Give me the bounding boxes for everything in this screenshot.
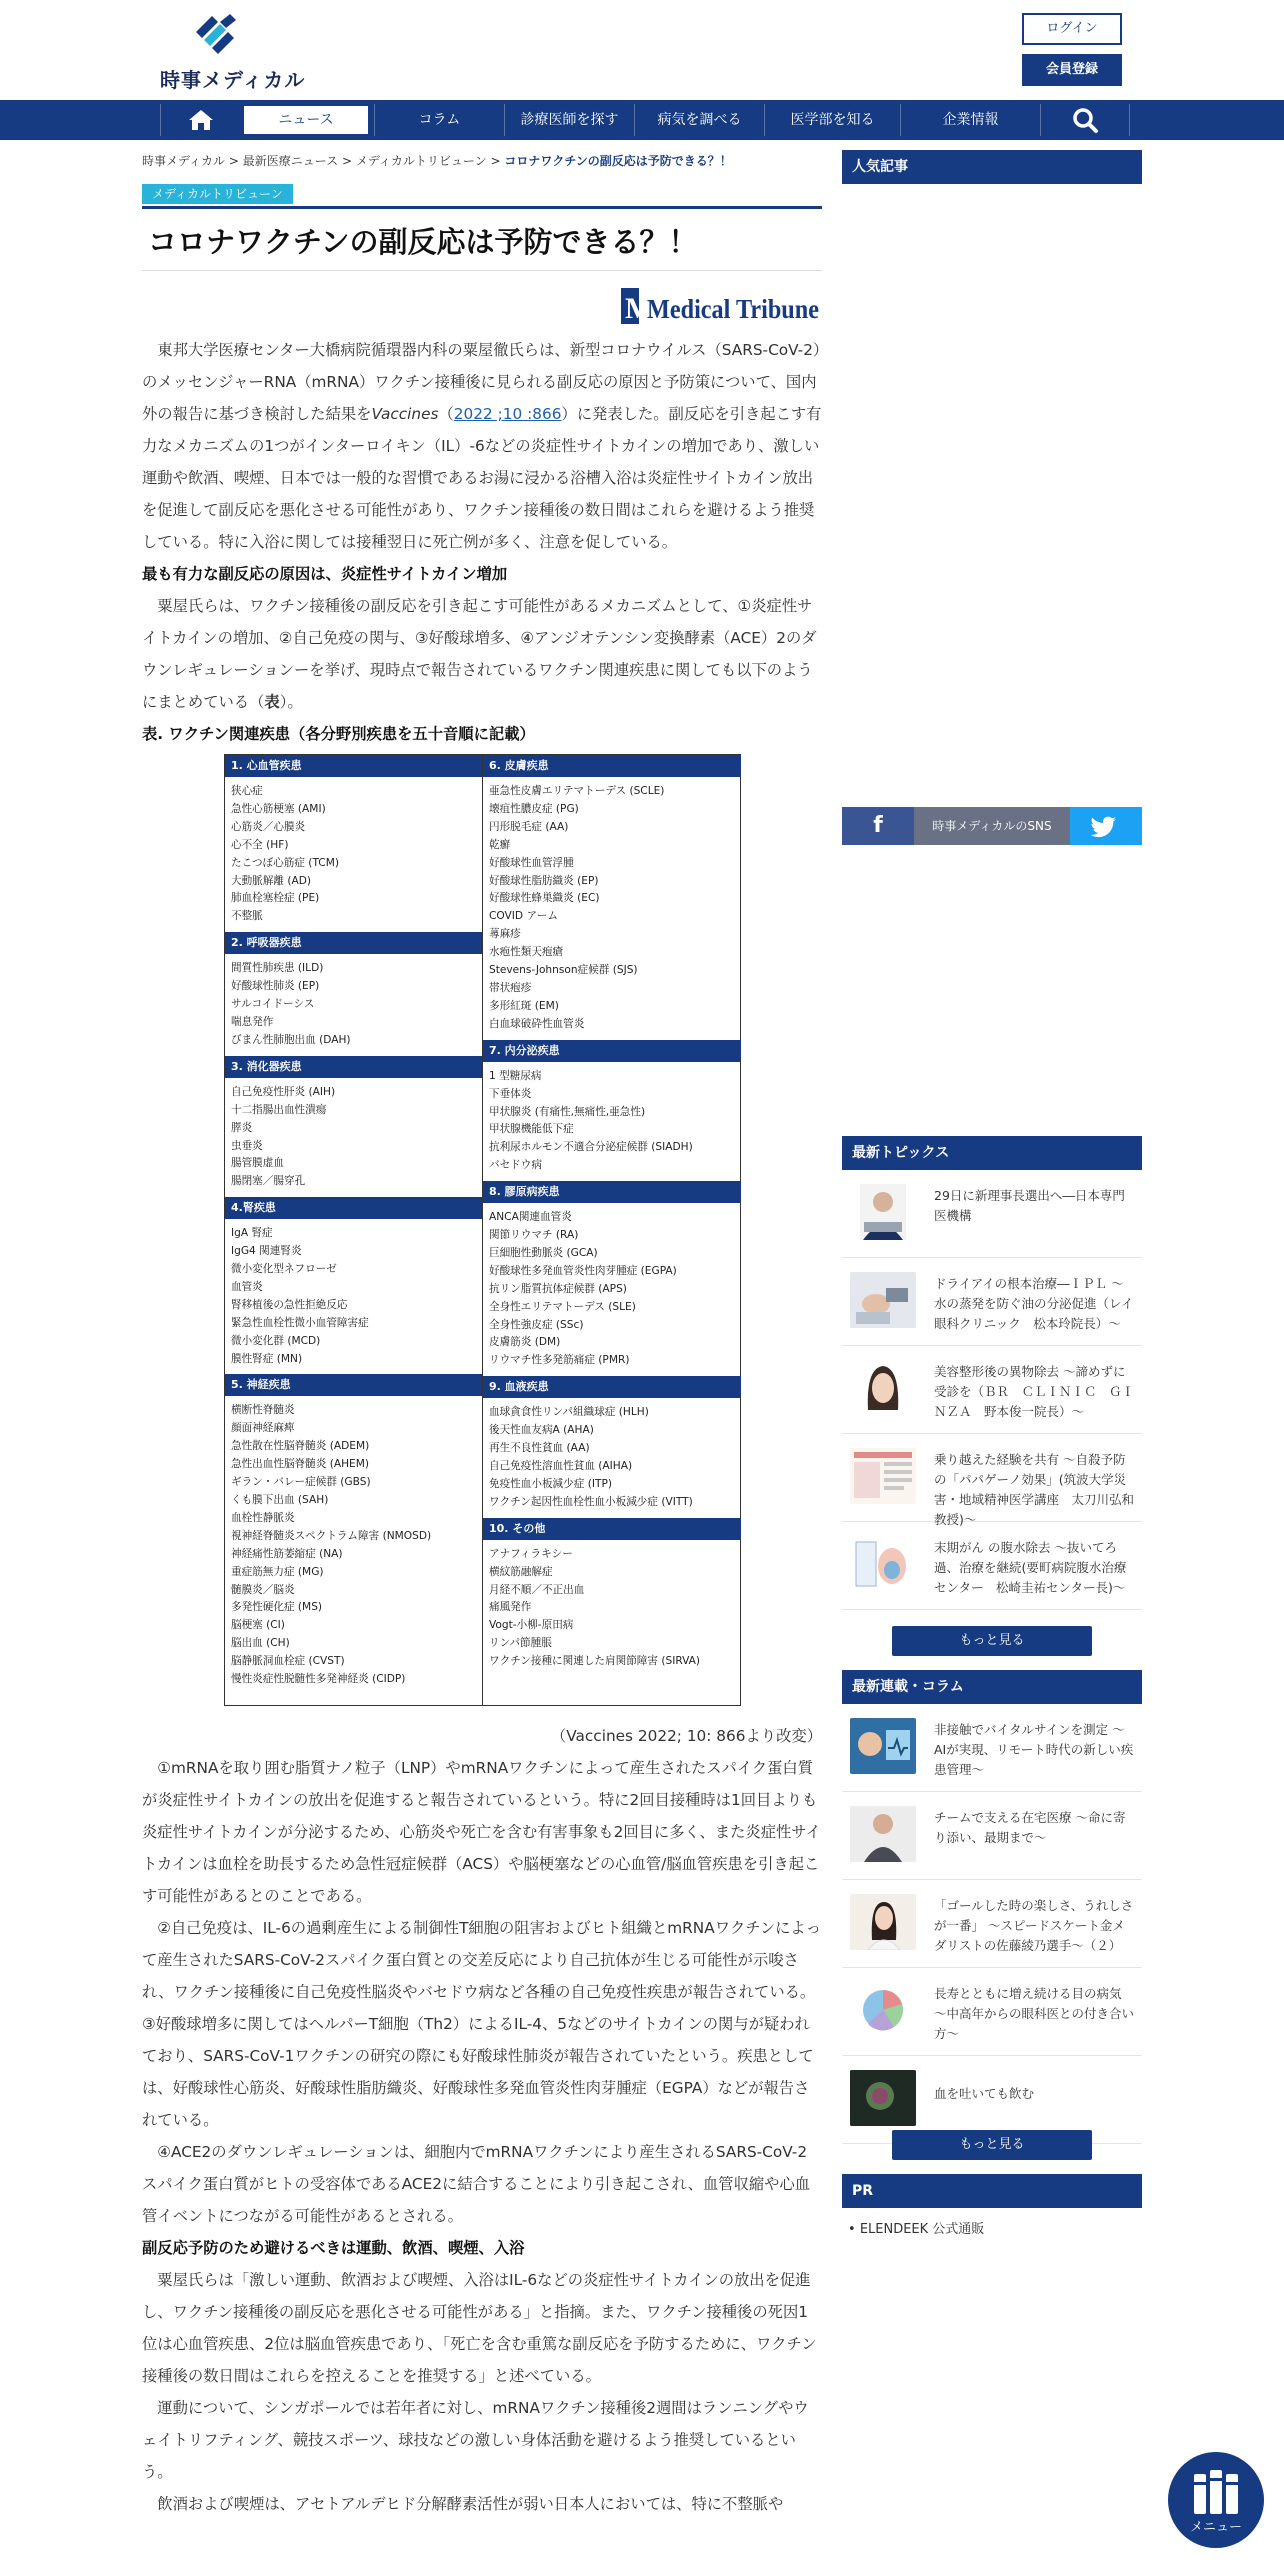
disease-item: 急性心筋梗塞 (AMI)	[231, 802, 326, 815]
nav-find-doctor[interactable]: 診療医師を探す	[504, 104, 634, 136]
disease-category-header: 8. 膠原病疾患	[483, 1181, 741, 1203]
disease-item: 神経痛性筋萎縮症 (NA)	[231, 1547, 343, 1560]
books-icon	[1168, 2456, 1264, 2520]
twitter-link[interactable]	[1070, 807, 1142, 845]
disease-item: Stevens-Johnson症候群 (SJS)	[489, 964, 638, 977]
breadcrumb-tribune[interactable]: メディカルトリビューン	[355, 154, 487, 168]
doctor-photo-icon	[850, 1806, 916, 1862]
disease-item: 急性出血性脳脊髄炎 (AHEM)	[231, 1458, 370, 1471]
article-paragraph: ②自己免疫は、IL-6の過剰産生による制御性T細胞の阻害およびヒト組織とmRNAワクチンによって産生されたSARS-CoV-2スパイク蛋白質との交差反応により自己抗体が生じる可能性が示唆され、ワクチン接種後に自己免疫性脳炎やバセドウ病など各種の自己免疫性疾患が報告されている。	[142, 1919, 822, 2001]
column-title: 非接触でバイタルサインを測定 ～AIが実現、リモート時代の新しい疾患管理～	[934, 1722, 1134, 1777]
disease-item: 血球貪食性リンパ組織球症 (HLH)	[489, 1406, 649, 1419]
disease-item: 帯状疱疹	[489, 981, 532, 994]
disease-item: くも膜下出血 (SAH)	[231, 1494, 329, 1506]
category-badge[interactable]: メディカルトリビューン	[142, 184, 293, 204]
breadcrumb-sep: >	[486, 154, 505, 168]
column-thumbnail	[850, 1718, 916, 1774]
columns-more-button[interactable]: もっと見る	[892, 2130, 1092, 2160]
disease-item: 抗リン脂質抗体症候群 (APS)	[489, 1282, 627, 1295]
disease-item: 狭心症	[231, 785, 263, 797]
disease-table-left-column	[225, 755, 483, 1705]
disease-category-header: 1. 心血管疾患	[225, 755, 482, 777]
topic-title: 乗り越えた経験を共有 ～自殺予防の「パパゲーノ効果」(筑波大学災害・地域精神医学講座 太刀川弘和教授)～	[934, 1452, 1135, 1527]
disease-item: 免疫性血小板減少症 (ITP)	[489, 1477, 612, 1490]
disease-item: 蕁麻疹	[489, 928, 521, 941]
disease-category-list	[483, 1062, 741, 1181]
medical-diagram-icon	[850, 1536, 916, 1592]
facebook-link[interactable]	[842, 807, 914, 845]
disease-item: Vogt-小柳-原田病	[489, 1619, 574, 1632]
pr-item[interactable]: • ELENDEEK 公式通販	[848, 2222, 985, 2237]
article-paragraph: 運動について、シンガポールでは若年者に対し、mRNAワクチン接種後2週間はランニングやウェイトリフティング、競技スポーツ、球技などの激しい身体活動を避けるよう推奨しているという。	[142, 2399, 809, 2481]
disease-item: 横紋筋融解症	[489, 1565, 553, 1578]
disease-item: 月経不順／不正出血	[489, 1583, 585, 1596]
section-heading: 最も有力な副反応の原因は、炎症性サイトカイン増加	[142, 565, 508, 583]
title-divider	[142, 270, 822, 271]
disease-item: 肺血栓塞栓症 (PE)	[231, 892, 320, 905]
disease-item: IgG4 関連腎炎	[231, 1245, 302, 1258]
column-title: 「ゴールした時の楽しさ、うれしさが一番」 ～スピードスケート金メダリストの佐藤綾乃選手～（２）	[934, 1898, 1134, 1953]
topic-title: 29日に新理事長選出へ―日本専門医機構	[934, 1188, 1125, 1223]
disease-item: 好酸球性脂肪織炎 (EP)	[489, 874, 599, 887]
disease-item: 自己免疫性肝炎 (AIH)	[231, 1085, 336, 1098]
nav-company[interactable]: 企業情報	[900, 104, 1040, 136]
twitter-icon	[1070, 807, 1142, 845]
disease-item: 壊疽性膿皮症 (PG)	[489, 802, 579, 815]
column-thumbnail	[850, 1806, 916, 1862]
disease-item: びまん性肺胞出血 (DAH)	[231, 1033, 351, 1046]
topic-item[interactable]	[842, 1434, 1142, 1527]
disease-item: 脳出血 (CH)	[231, 1637, 290, 1650]
article-paragraph: 粟屋氏らは、ワクチン接種後の副反応を引き起こす可能性があるメカニズムとして、①炎症性サイトカインの増加、②自己免疫の関与、③好酸球増多、④アンジオテンシン変換酵素（ACE）2のダウンレギュレーションーを挙げ、現時点で報告されているワクチン関連疾患に関しても以下のようにまとめている（表）。	[142, 597, 817, 711]
disease-item: 血栓性静脈炎	[231, 1511, 295, 1524]
sns-label: 時事メディカルのSNS	[914, 807, 1070, 845]
topic-title: 美容整形後の異物除去 ～諦めずに受診を（ＢＲ ＣＬＩＮＩＣ ＧＩＮＺＡ 野本俊一院長）～	[934, 1364, 1135, 1419]
column-thumbnail	[850, 1982, 916, 2038]
disease-category-list	[225, 777, 482, 932]
disease-item: 好酸球性肺炎 (EP)	[231, 980, 320, 993]
disease-item: ギラン・バレー症候群 (GBS)	[231, 1476, 371, 1489]
face-illustration-icon	[850, 1360, 916, 1416]
disease-item: 好酸球性蜂巣織炎 (EC)	[489, 892, 600, 905]
disease-item: 心筋炎／心膜炎	[231, 820, 306, 833]
disease-item: ワクチン接種に関連した肩関節障害 (SIRVA)	[489, 1655, 701, 1668]
column-item[interactable]	[842, 1880, 1142, 1968]
main-nav	[0, 100, 1284, 140]
disease-item: 白血球破砕性血管炎	[489, 1017, 585, 1030]
disease-item: 脳静脈洞血栓症 (CVST)	[231, 1655, 345, 1668]
column-thumbnail	[850, 2070, 916, 2126]
nav-search[interactable]	[1040, 104, 1130, 136]
logo-text: 時事メディカル	[160, 68, 306, 92]
disease-item: 甲状腺炎 (有痛性,無痛性,亜急性)	[489, 1105, 646, 1118]
disease-table	[224, 754, 741, 1706]
disease-item: 水疱性類天疱瘡	[489, 946, 564, 959]
disease-category-list	[483, 1398, 741, 1517]
disease-category-header: 2. 呼吸器疾患	[225, 932, 482, 954]
disease-item: アナフィラキシー	[489, 1547, 573, 1560]
disease-category-header: 7. 内分泌疾患	[483, 1040, 741, 1062]
disease-item: リウマチ性多発筋痛症 (PMR)	[489, 1354, 630, 1367]
disease-category-list	[483, 1203, 741, 1376]
disease-item: 好酸球性血管浮腫	[489, 856, 574, 869]
disease-item: 血管炎	[231, 1280, 263, 1293]
disease-item: 微小変化群 (MCD)	[231, 1334, 321, 1347]
disease-item: たこつぼ心筋症 (TCM)	[231, 856, 339, 869]
breadcrumb	[142, 152, 732, 169]
disease-item: 円形脱毛症 (AA)	[489, 820, 569, 833]
article-paragraph: ④ACE2のダウンレギュレーションは、細胞内でmRNAワクチンにより産生されるSARS-CoV-2スパイク蛋白質がヒトの受容体であるACE2に結合することにより引き起こされ、血管収縮や心血管イベントにつながる可能性があるとされる。	[142, 2143, 811, 2225]
disease-category-header: 9. 血液疾患	[483, 1376, 741, 1398]
disease-item: 顔面神経麻痺	[231, 1422, 295, 1435]
disease-item: 全身性強皮症 (SSc)	[489, 1318, 584, 1331]
disease-category-list	[225, 954, 482, 1056]
disease-item: 亜急性皮膚エリテマトーデス (SCLE)	[489, 785, 665, 797]
disease-item: 巨細胞性動脈炎 (GCA)	[489, 1246, 598, 1259]
disease-item: 重症筋無力症 (MG)	[231, 1565, 324, 1578]
section-heading: 副反応予防のため避けるべきは運動、飲酒、喫煙、入浴	[142, 2239, 525, 2257]
breadcrumb-sep: >	[338, 154, 356, 168]
topic-title: 末期がん の腹水除去 ～抜いてろ過、治療を継続(要町病院腹水治療センター 松崎圭祐センター長)～	[934, 1540, 1127, 1595]
article-paragraph: ③好酸球増多に関してはヘルパーT細胞（Th2）によるIL-4、5などのサイトカインの関与が疑われており、SARS-CoV-1ワクチンの研究の際にも好酸球性肺炎が報告されていたという。疾患としては、好酸球性心筋炎、好酸球性脂肪織炎、好酸球性多発血管炎性肉芽腫症（EGPA）などが報告されている。	[142, 2015, 814, 2129]
disease-item: 皮膚筋炎 (DM)	[489, 1336, 561, 1349]
disease-item: バセドウ病	[489, 1159, 542, 1172]
nav-home[interactable]	[160, 104, 240, 136]
vital-sign-photo-icon	[850, 1718, 916, 1774]
disease-item: 甲状腺機能低下症	[489, 1123, 574, 1136]
disease-item: 緊急性血栓性微小血管障害症	[231, 1316, 369, 1329]
login-button[interactable]: ログイン	[1022, 13, 1122, 45]
topic-item[interactable]	[842, 1258, 1142, 1346]
column-title: チームで支える在宅医療 ～命に寄り添い、最期まで～	[934, 1810, 1126, 1845]
menu-label: メニュー	[1189, 2520, 1242, 2535]
disease-category-list	[483, 1540, 741, 1677]
latest-columns-header: 最新連載・コラム	[842, 1670, 1142, 1704]
article-body	[142, 334, 822, 2520]
topic-thumbnail	[850, 1272, 916, 1328]
search-icon	[1071, 106, 1099, 134]
column-item[interactable]	[842, 1704, 1142, 1792]
table-source: （Vaccines 2022; 10: 866より改変）	[550, 1727, 822, 1745]
article-paragraph: 飲酒および喫煙は、アセトアルデヒド分解酵素活性が弱い日本人においては、特に不整脈や	[157, 2495, 784, 2513]
site-header	[0, 0, 1284, 100]
breadcrumb-current: コロナワクチンの副反応は予防できる？！	[504, 154, 732, 168]
disease-category-header: 10. その他	[483, 1518, 741, 1540]
column-title: 血を吐いても飲む	[934, 2086, 1035, 2101]
disease-item: 腎移植後の急性拒絶反応	[231, 1298, 348, 1311]
breadcrumb-sep: >	[225, 154, 243, 168]
menu-button[interactable]	[1168, 2452, 1264, 2548]
column-item[interactable]	[842, 1792, 1142, 1880]
topic-thumbnail	[850, 1360, 916, 1416]
disease-item: 間質性肺疾患 (ILD)	[231, 962, 324, 975]
nav-medical-school[interactable]: 医学部を知る	[764, 104, 900, 136]
sns-bar	[842, 807, 1142, 845]
dark-photo-icon	[850, 2070, 916, 2126]
topic-thumbnail	[850, 1184, 916, 1240]
disease-item: IgA 腎症	[231, 1227, 273, 1240]
table-caption: 表. ワクチン関連疾患（各分野別疾患を五十音順に記載）	[142, 725, 535, 743]
disease-category-list	[483, 777, 741, 1040]
disease-item: 髄膜炎／脳炎	[231, 1583, 295, 1596]
journal-name: Vaccines	[371, 405, 439, 423]
topic-item[interactable]	[842, 1522, 1142, 1610]
disease-item: 喘息発作	[231, 1015, 274, 1028]
disease-item: 十二指腸出血性潰瘍	[231, 1103, 327, 1116]
disease-item: 膵炎	[231, 1121, 253, 1134]
topic-item[interactable]	[842, 1170, 1142, 1258]
disease-category-header: 5. 神経疾患	[225, 1374, 482, 1396]
topic-item[interactable]	[842, 1346, 1142, 1434]
breadcrumb-home[interactable]: 時事メディカル	[142, 154, 226, 168]
article-paragraph: ①mRNAを取り囲む脂質ナノ粒子（LNP）やmRNAワクチンによって産生されたスパイク蛋白質が炎症性サイトカインの放出を促進すると報告されているという。特に2回目接種時は1回目よりも炎症性サイトカインが分泌するため、心筋炎や死亡を含む有害事象も2回目に多く、また炎症性サイトカインは血栓を助長するため急性冠症候群（ACS）や脳梗塞などの心血管/脳血管疾患を引き起こす可能性があるとのことである。	[142, 1759, 821, 1905]
column-thumbnail	[850, 1894, 916, 1950]
article-paragraph: 東邦大学医療センター大橋病院循環器内科の粟屋徹氏らは、新型コロナウイルス（SARS-CoV-2）のメッセンジャーRNA（mRNA）ワクチン接種後に見られる副反応の原因と予防策について、国内外の報告に基づき検討した結果をVaccines（2022 ;10 :866）に発表した。副反応を引き起こす有力なメカニズムの1つがインターロイキン（IL）-6などの炎症性サイトカインの増加であり、激しい運動や飲酒、喫煙、日本では一般的な習慣であるお湯に浸かる浴槽入浴は炎症性サイトカイン放出を促進して副反応を悪化させる可能性があり、ワクチン接種後の数日間はこれらを避けるよう推奨している。特に入浴に関しては接種翌日に死亡例が多く、注意を促している。	[142, 341, 822, 551]
disease-item: 虫垂炎	[231, 1139, 263, 1152]
disease-item: 下垂体炎	[489, 1087, 532, 1100]
disease-item: 痛風発作	[489, 1601, 532, 1614]
citation-link[interactable]: 2022 ;10 :866	[453, 405, 562, 423]
disease-category-header: 6. 皮膚疾患	[483, 755, 741, 777]
disease-item: 腸閉塞／腸穿孔	[231, 1175, 306, 1188]
disease-item: ワクチン起因性血栓性血小板減少症 (VITT)	[489, 1495, 693, 1508]
topics-more-button[interactable]: もっと見る	[892, 1626, 1092, 1656]
disease-category-list	[225, 1078, 482, 1197]
disease-item: 多形紅斑 (EM)	[489, 999, 559, 1012]
register-button[interactable]: 会員登録	[1022, 54, 1122, 86]
disease-item: 視神経脊髄炎スペクトラム障害 (NMOSD)	[231, 1529, 432, 1542]
pie-chart-icon	[850, 1982, 916, 2038]
disease-item: 再生不良性貧血 (AA)	[489, 1442, 590, 1455]
nav-column[interactable]: コラム	[374, 104, 504, 136]
disease-item: サルコイドーシス	[231, 998, 315, 1011]
disease-category-list	[225, 1219, 482, 1374]
popular-articles-header: 人気記事	[842, 150, 1142, 184]
publisher-logo-text: Medical Tribune	[647, 294, 820, 324]
disease-item: 後天性血友病A (AHA)	[489, 1424, 594, 1437]
disease-item: 抗利尿ホルモン不適合分泌症候群 (SIADH)	[489, 1141, 693, 1154]
athlete-photo-icon	[850, 1894, 916, 1950]
pr-item-label: ELENDEEK 公式通販	[859, 2222, 985, 2237]
site-logo[interactable]	[160, 12, 306, 92]
latest-topics-header: 最新トピックス	[842, 1136, 1142, 1170]
topic-thumbnail	[850, 1448, 916, 1504]
logo-mark-icon	[192, 12, 240, 60]
pr-header: PR	[842, 2174, 1142, 2208]
treatment-photo-icon	[850, 1272, 916, 1328]
facebook-icon: f	[873, 813, 883, 838]
disease-item: 横断性脊髄炎	[231, 1404, 295, 1417]
person-photo-icon	[850, 1184, 916, 1240]
disease-item: 関節リウマチ (RA)	[489, 1229, 579, 1242]
svg-text:M: M	[625, 292, 654, 324]
disease-category-list	[225, 1396, 482, 1695]
disease-item: 心不全 (HF)	[231, 838, 289, 851]
disease-item: COVID アーム	[489, 910, 558, 923]
home-icon	[188, 108, 214, 132]
disease-item: 乾癬	[489, 838, 511, 851]
article-paragraph: 粟屋氏らは「激しい運動、飲酒および喫煙、入浴はIL-6などの炎症性サイトカインの放出を促進し、ワクチン接種後の副反応を悪化させる可能性がある」と指摘。また、ワクチン接種後の死因1位は心血管疾患、2位は脳血管疾患であり、「死亡を含む重篤な副反応を予防するために、ワクチン接種後の数日間はこれらを控えることを推奨する」と述べている。	[142, 2271, 817, 2385]
disease-item: 腸管膜虚血	[231, 1157, 284, 1170]
disease-item: 全身性エリテマトーデス (SLE)	[489, 1300, 636, 1313]
disease-item: 好酸球性多発血管炎性肉芽腫症 (EGPA)	[489, 1264, 677, 1277]
disease-item: 多発性硬化症 (MS)	[231, 1601, 323, 1614]
disease-item: 急性散在性脳脊髄炎 (ADEM)	[231, 1440, 370, 1453]
topic-title: ドライアイの根本治療―ＩＰＬ ～水の蒸発を防ぐ油の分泌促進（レイ眼科クリニック 松本玲院長）～	[934, 1276, 1134, 1331]
disease-item: 1 型糖尿病	[489, 1069, 542, 1082]
column-title: 長寿とともに増え続ける目の病気 ～中高年からの眼科医との付き合い方～	[934, 1986, 1135, 2041]
column-item[interactable]	[842, 1968, 1142, 2056]
disease-category-header: 3. 消化器疾患	[225, 1056, 482, 1078]
disease-item: ANCA関連血管炎	[489, 1211, 572, 1224]
medical-tribune-logo	[621, 288, 821, 324]
disease-item: 慢性炎症性脱髄性多発神経炎 (CIDP)	[231, 1673, 406, 1686]
title-rule	[142, 206, 822, 209]
article-title: コロナワクチンの副反応は予防できる？！	[148, 225, 698, 259]
disease-item: 自己免疫性溶血性貧血 (AIHA)	[489, 1460, 633, 1472]
nav-news[interactable]: ニュース	[244, 106, 368, 134]
breadcrumb-news[interactable]: 最新医療ニュース	[242, 154, 339, 168]
disease-item: リンパ節腫脹	[489, 1637, 552, 1650]
disease-table-right-column	[483, 755, 741, 1705]
disease-item: 脳梗塞 (CI)	[231, 1619, 285, 1632]
document-illustration-icon	[850, 1448, 916, 1504]
disease-item: 微小変化型ネフローゼ	[231, 1263, 337, 1276]
disease-item: 膜性腎症 (MN)	[231, 1352, 303, 1365]
disease-category-header: 4.腎疾患	[225, 1197, 482, 1219]
nav-disease[interactable]: 病気を調べる	[634, 104, 764, 136]
topic-thumbnail	[850, 1536, 916, 1592]
disease-item: 不整脈	[231, 910, 263, 923]
disease-item: 大動脈解離 (AD)	[231, 874, 312, 887]
